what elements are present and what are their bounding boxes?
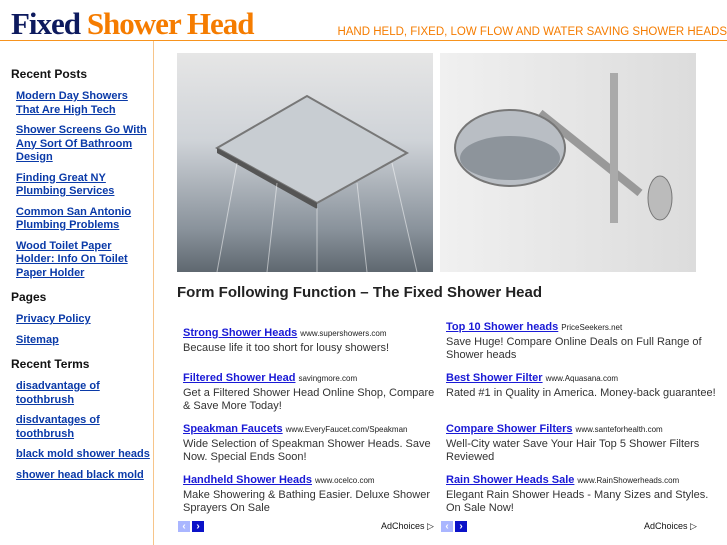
ad-description: Well-City water Save Your Hair Top 5 Shower Filters Reviewed xyxy=(446,438,700,463)
ad-url[interactable]: savingmore.com xyxy=(298,374,358,383)
next-arrow-icon[interactable]: › xyxy=(455,521,467,532)
prev-arrow-icon[interactable]: ‹ xyxy=(441,521,453,532)
site-logo[interactable]: Fixed Shower Head xyxy=(11,6,254,41)
rain-shower-head-image xyxy=(177,53,433,272)
ad-url[interactable]: www.santeforhealth.com xyxy=(575,425,663,434)
ad-item xyxy=(183,370,441,414)
ad-url[interactable]: PriceSeekers.net xyxy=(561,323,623,332)
ad-url[interactable]: www.Aquasana.com xyxy=(545,374,619,383)
adchoices-link[interactable]: AdChoices ▷ xyxy=(381,521,434,531)
ad-description: Rated #1 in Quality in America. Money-back guarantee! xyxy=(446,387,716,399)
ad-title-link[interactable]: Rain Shower Heads Sale xyxy=(446,474,575,486)
ad-url[interactable]: www.supershowers.com xyxy=(300,329,387,338)
page-link-sitemap[interactable]: Sitemap xyxy=(16,333,59,346)
ad-description: Wide Selection of Speakman Shower Heads. Save Now. Special Ends Soon! xyxy=(183,438,431,463)
pages-heading: Pages xyxy=(11,290,47,304)
ad-item xyxy=(446,421,724,465)
ad-description: Save Huge! Compare Online Deals on Full Range of Shower heads xyxy=(446,336,702,361)
ad-item xyxy=(446,472,724,516)
sidebar xyxy=(0,41,154,545)
ad-url[interactable]: www.RainShowerheads.com xyxy=(577,476,680,485)
ad-title-link[interactable]: Filtered Shower Head xyxy=(183,372,296,384)
ad-title-link[interactable]: Strong Shower Heads xyxy=(183,327,298,339)
ad-url[interactable]: www.EveryFaucet.com/Speakman xyxy=(285,425,408,434)
ad-item xyxy=(183,472,441,516)
term-link[interactable]: black mold shower heads xyxy=(16,448,150,460)
ad-item xyxy=(183,325,441,369)
ad-description: Because life it too short for lousy showers! xyxy=(183,342,390,354)
recent-posts-heading: Recent Posts xyxy=(11,67,88,81)
term-link[interactable]: shower head black mold xyxy=(16,468,144,481)
recent-post-link[interactable]: Shower Screens Go With Any Sort Of Bathroom Design xyxy=(16,124,147,163)
ad-title-link[interactable]: Best Shower Filter xyxy=(446,372,543,384)
recent-terms-heading: Recent Terms xyxy=(11,357,90,371)
ad-title-link[interactable]: Speakman Faucets xyxy=(183,423,283,435)
site-header xyxy=(0,0,727,41)
term-link[interactable]: disadvantage of toothbrush xyxy=(16,380,100,406)
ad-title-link[interactable]: Handheld Shower Heads xyxy=(183,474,312,486)
ad-description: Make Showering & Bathing Easier. Deluxe Shower Sprayers On Sale xyxy=(183,489,431,514)
ad-description: Elegant Rain Shower Heads - Many Sizes and Styles. On Sale Now! xyxy=(446,489,709,514)
ad-item xyxy=(446,319,724,363)
ad-title-link[interactable]: Top 10 Shower heads xyxy=(446,321,559,333)
ad-nav-right xyxy=(441,521,467,532)
page-title: Form Following Function – The Fixed Shower Head xyxy=(177,284,543,301)
ad-url[interactable]: www.ocelco.com xyxy=(314,476,375,485)
ad-description: Get a Filtered Shower Head Online Shop, Compare & Save More Today! xyxy=(183,387,435,412)
page-link-privacy[interactable]: Privacy Policy xyxy=(16,313,91,325)
adchoices-link[interactable]: AdChoices ▷ xyxy=(644,521,697,531)
term-link[interactable]: disdvantages of toothbrush xyxy=(16,414,100,440)
recent-post-link[interactable]: Wood Toilet Paper Holder: Info On Toilet Paper Holder xyxy=(16,239,128,279)
ad-nav-left xyxy=(178,521,204,532)
adjustable-shower-head-image xyxy=(440,53,696,272)
prev-arrow-icon[interactable]: ‹ xyxy=(178,521,190,532)
site-tagline: HAND HELD, FIXED, LOW FLOW AND WATER SAVING SHOWER HEADS xyxy=(337,26,727,38)
ad-item xyxy=(183,421,441,465)
ad-item xyxy=(446,370,724,414)
recent-post-link[interactable]: Modern Day Showers That Are High Tech xyxy=(16,90,128,116)
recent-post-link[interactable]: Common San Antonio Plumbing Problems xyxy=(16,205,132,231)
recent-post-link[interactable]: Finding Great NY Plumbing Services xyxy=(16,171,115,197)
next-arrow-icon[interactable]: › xyxy=(192,521,204,532)
ad-title-link[interactable]: Compare Shower Filters xyxy=(446,423,573,435)
